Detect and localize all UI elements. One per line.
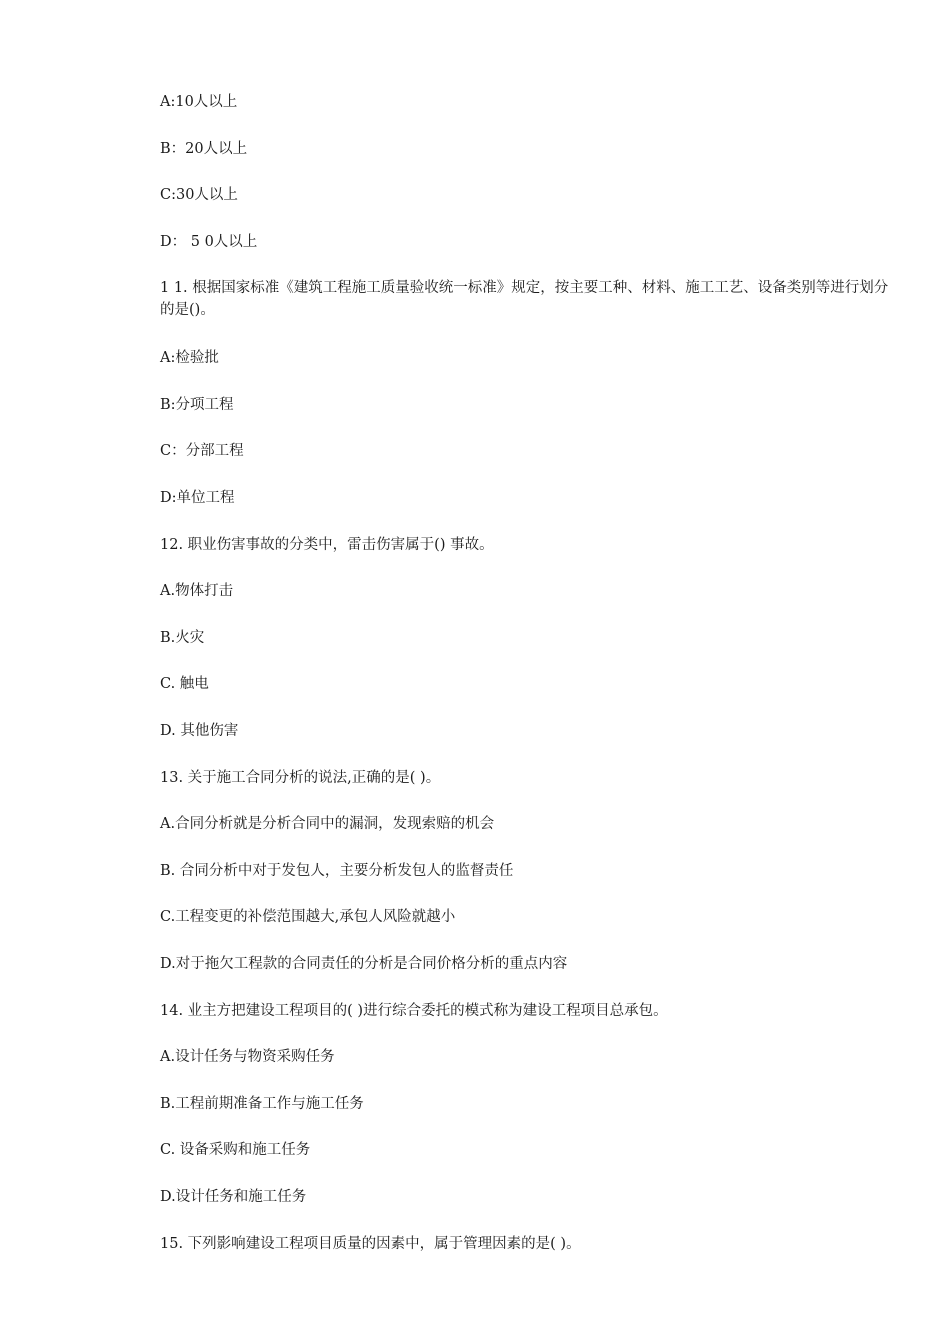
option-a-q12: A.物体打击 — [160, 583, 234, 599]
option-b-q13: B. 合同分析中对于发包人，主要分析发包人的监督责任 — [160, 863, 514, 879]
option-c-q13: C.工程变更的补偿范围越大,承包人风险就越小 — [160, 909, 456, 925]
option-c-q12: C. 触电 — [160, 676, 209, 692]
option-c-q11: C：分部工程 — [160, 443, 244, 459]
question-15: 15. 下列影响建设工程项目质量的因素中，属于管理因素的是( )。 — [160, 1236, 581, 1252]
question-13: 13. 关于施工合同分析的说法,正确的是( )。 — [160, 770, 441, 786]
option-d-q12: D. 其他伤害 — [160, 723, 239, 739]
option-b-q14: B.工程前期准备工作与施工任务 — [160, 1096, 364, 1112]
option-a-q11: A:检验批 — [160, 350, 219, 366]
option-d-q11: D:单位工程 — [160, 490, 235, 506]
option-b-q10: B：20人以上 — [160, 141, 248, 157]
question-11: 1 1. 根据国家标准《建筑工程施工质量验收统一标准》规定，按主要工种、材料、施工工艺、设备类别等进行划分的是()。 — [160, 280, 889, 318]
question-12: 12. 职业伤害事故的分类中，雷击伤害属于() 事故。 — [160, 537, 494, 553]
option-c-q14: C. 设备采购和施工任务 — [160, 1142, 311, 1158]
option-a-q10: A:10人以上 — [160, 94, 238, 110]
option-a-q14: A.设计任务与物资采购任务 — [160, 1049, 335, 1065]
option-d-q14: D.设计任务和施工任务 — [160, 1189, 307, 1205]
option-b-q12: B.火灾 — [160, 630, 205, 646]
option-b-q11: B:分项工程 — [160, 397, 234, 413]
option-c-q10: C:30人以上 — [160, 187, 238, 203]
option-a-q13: A.合同分析就是分析合同中的漏洞，发现索赔的机会 — [160, 816, 495, 832]
question-14: 14. 业主方把建设工程项目的( )进行综合委托的模式称为建设工程项目总承包。 — [160, 1003, 668, 1019]
option-d-q10: D： 5 0人以上 — [160, 234, 258, 250]
option-d-q13: D.对于拖欠工程款的合同责任的分析是合同价格分析的重点内容 — [160, 956, 568, 972]
